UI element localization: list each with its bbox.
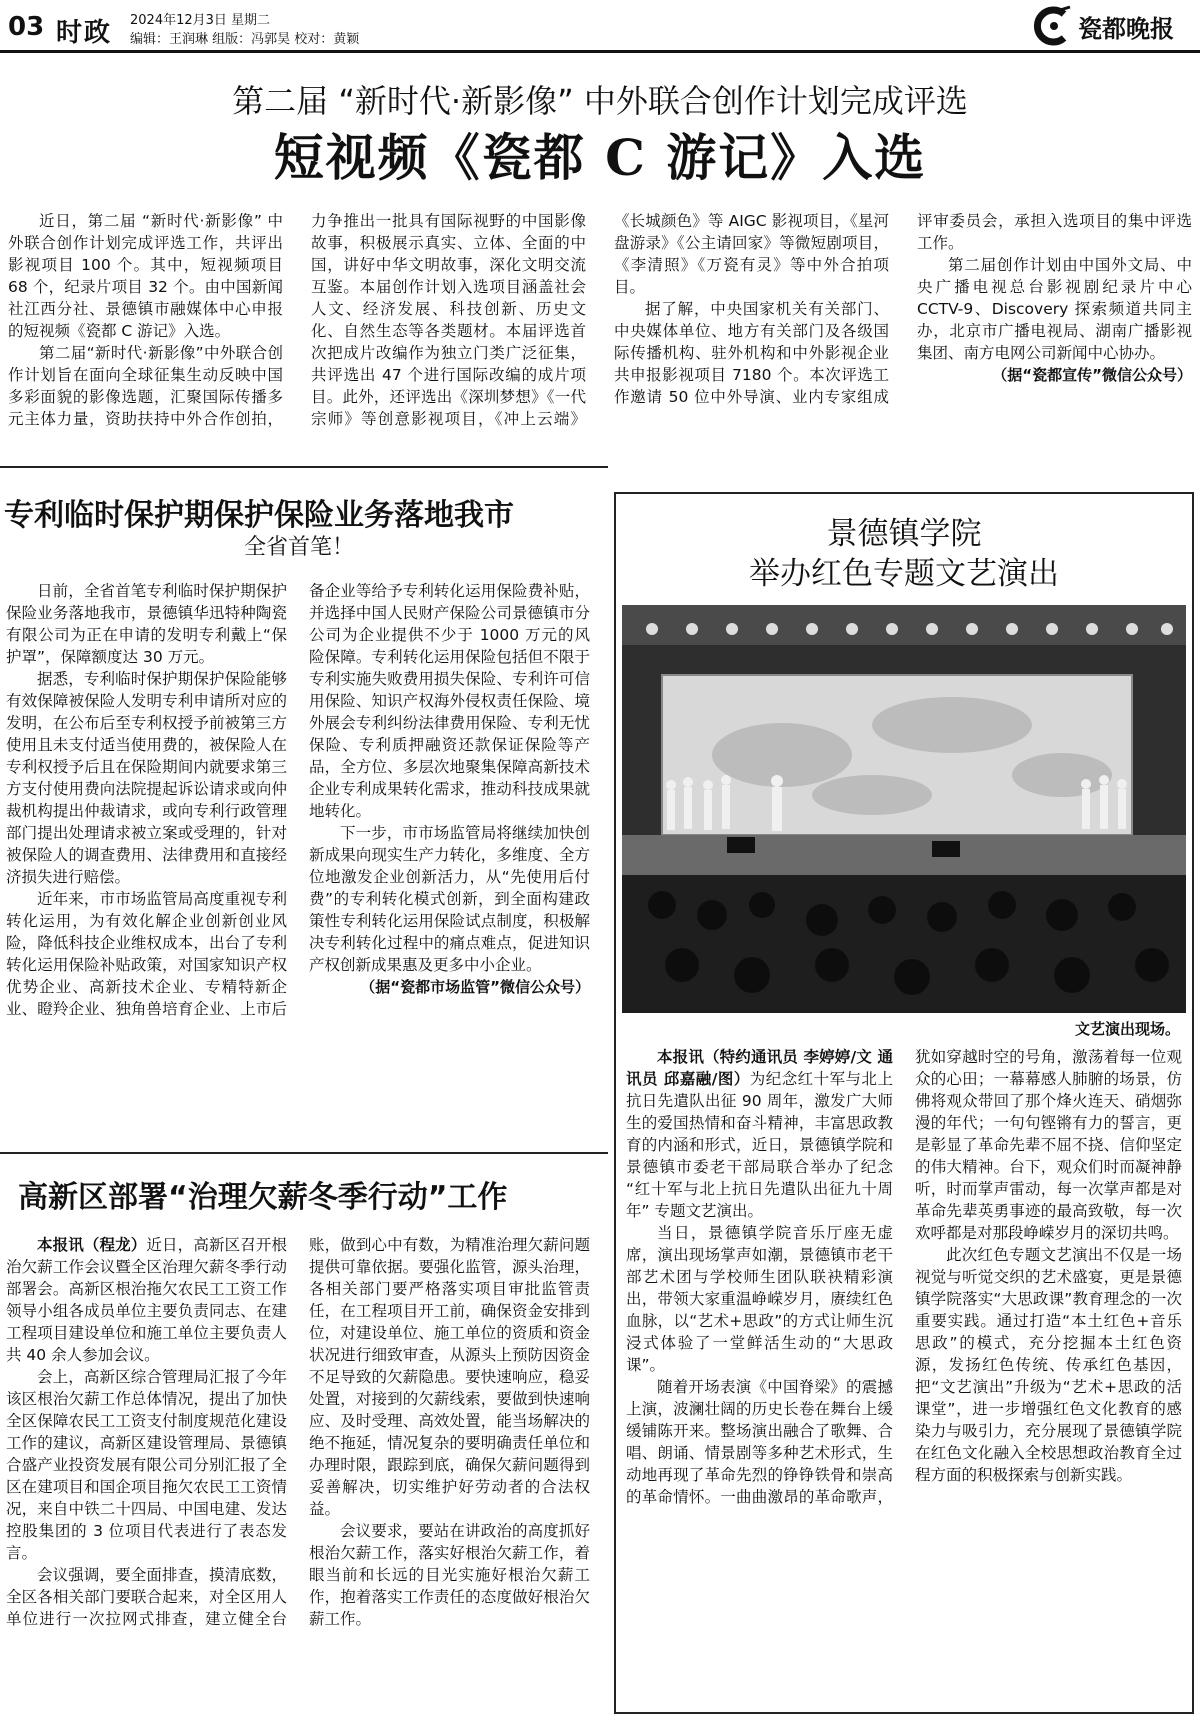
performance-paragraph: 本报讯（特约通讯员 李婷婷/文 通讯员 邱嘉融/图）为纪念红十军与北上抗日先遣队出征 90 周年，激发广大师生的爱国热情和奋斗精神，丰富思政教育的内涵和形式，近日，景德镇学院和景德镇市委老干部局联合举办了纪念 “红十军与北上抗日先遣队出征九十周年” 专题文艺演出。 [626,1048,893,1220]
performance-article-body [626,1046,1182,1706]
lead-paragraph: 据了解，中央国家机关有关部门、中央媒体单位、地方有关部门及各级国际传播机构、驻外机构和中外影视企业共申报影视项目 7180 个。本次评选工作邀请 50 位中外导演、业内专家组成评审委员会，承担入选项目的集中评选工作。 [614,212,1192,406]
patent-paragraph: 近年来，市市场监管局高度重视专利转化运用，为有效化解企业创新创业风险，降低科技企业维权成本，出台了专利转化运用保险补贴政策，对国家知识产权优势企业、高新技术企业、专精特新企业、瞪羚企业、独角兽培育企业、上市后备企业等给予专利转化运用保险费补贴，并选择中国人民财产保险公司景德镇市分公司为企业提供不少于 1000 万元的风险保障。专利转化运用保险包括但不限于专利实施失败费用损失保险、专利许可信用保险、知识产权海外侵权责任保险、境外展会专利纠纷法律费用保险、专利无忧保险、专利质押融资还款保证保险等产品，全方位、多层次地聚集保障高新技术企业专利成果转化需求，推动科技成果就地转化。 [6,582,590,1018]
paper-name: 瓷都晚报 [1078,13,1174,43]
performance-paragraph: 此次红色专题文艺演出不仅是一场视觉与听觉交织的艺术盛宴，更是景德镇学院落实“大思政课”教育理念的一次重要实践。通过打造“本土红色+音乐思政”的模式，充分挖掘本土红色资源，发扬红色传统、传承红色基因，把“文艺演出”升级为“艺术+思政的活课堂”，进一步增强红色文化教育的感染力与吸引力，充分展现了景德镇学院在红色文化融入全校思想政治教育全过程方面的积极探索与创新实践。 [915,1246,1182,1484]
lead-paragraph: 第二届创作计划由中国外文局、中央广播电视总台影视剧纪录片中心 CCTV-9、Discovery 探索频道共同主办，北京市广播电视局、湖南广播影视集团、南方电网公司新闻中心协办。 [917,256,1192,362]
wage-byline: 本报讯（程龙） [37,1236,147,1254]
masthead-rule [0,50,1200,53]
patent-paragraph: 下一步，市市场监管局将继续加快创新成果向现实生产力转化，多维度、全方位地激发企业创新活力，从“先使用后付费”的专利转化模式创新，到全面构建政策性专利转化运用保险试点制度，积极解决专利转化过程中的痛点难点，促进知识产权创新成果惠及更多中小企业。 [309,824,590,974]
lead-kicker: 第二届 “新时代·新影像” 中外联合创作计划完成评选 [232,82,968,120]
performance-title-line1: 景德镇学院 [826,516,982,552]
wage-article-body [6,1234,590,1716]
lead-source: （据“瓷都宣传”微信公众号） [992,366,1192,384]
editorial-staff: 编辑：王润琳 组版：冯郭昊 校对：黄颖 [130,32,360,47]
performance-paragraph: 当日，景德镇学院音乐厅座无虚席，演出现场掌声如潮，景德镇市老干部艺术团与学校师生团队联袂精彩演出，带领大家重温峥嵘岁月，赓续红色血脉，以“艺术+思政”的方式让师生沉浸式体验了一堂鲜活生动的“大思政课”。 [626,1224,893,1374]
divider [0,466,608,468]
issue-date: 2024年12月3日 星期二 [130,13,271,28]
wage-paragraph: 会议要求，要站在讲政治的高度抓好根治欠薪工作，落实好根治欠薪工作，着眼当前和长远的目光实施好根治欠薪工作，抱着落实工作责任的态度做好根治欠薪工作。 [309,1522,590,1628]
lead-paragraph: 近日，第二届 “新时代·新影像” 中外联合创作计划完成评选工作，共评出影视项目 100 个。其中，短视频项目 68 个，纪录片项目 32 个。由中国新闻社江西分社、景德镇市融媒体中心申报的短视频《瓷都 C 游记》入选。 [8,212,283,340]
lead-paragraph: 第二届“新时代·新影像”中外联合创作计划旨在面向全球征集生动反映中国多彩面貌的影像选题，汇聚国际传播多元主体力量，资助扶持中外合作创拍，力争推出一批具有国际视野的中国影像故事，积极展示真实、立体、全面的中国，讲好中华文明故事，深化文明交流互鉴。本届创作计划入选项目涵盖社会人文、经济发展、科技创新、历史文化、自然生态等各类题材。本届评选首次把成片改编作为独立门类广泛征集，共评选出 47 个进行国际改编的成片项目。此外，还评选出《深圳梦想》《一代宗师》等创意影视项目，《冲上云端》《长城颜色》等 AIGC 影视项目，《星河盘游录》《公主请回家》等微短剧项目，《李清照》《万瓷有灵》等中外合拍项目。 [8,212,889,428]
patent-paragraph: 据悉，专利临时保护期保护保险能够有效保障被保险人发明专利申请所对应的发明，在公布后至专利权授予前被第三方使用且未支付适当使用费的，被保险人在专利权授予后且在保险期间内就要求第三方支付使用费向法院提起诉讼请求或向仲裁机构提出仲裁请求，或向专利行政管理部门提出处理请求被立案或受理的，针对被保险人的调查费用、法律费用和直接经济损失进行赔偿。 [6,670,287,886]
lead-headline: 短视频《瓷都 C 游记》入选 [273,128,927,187]
logo-c-icon [1030,4,1074,48]
performance-paragraph: 随着开场表演《中国脊梁》的震撼上演，波澜壮阔的历史长卷在舞台上缓缓铺陈开来。整场演出融合了歌舞、合唱、朗诵、情景剧等多种艺术形式，生动地再现了革命先烈的铮铮铁骨和崇高的革命情怀。一曲曲激昂的革命歌声，犹如穿越时空的号角，激荡着每一位观众的心田；一幕幕感人肺腑的场景，仿佛将观众带回了那个烽火连天、硝烟弥漫的年代；一句句铿锵有力的誓言，更是彰显了革命先辈不屈不挠、信仰坚定的伟大精神。台下，观众们时而凝神静听，时而掌声雷动，每一次掌声都是对革命先辈英勇事迹的最高致敬，每一次欢呼都是对那段峥嵘岁月的深切共鸣。 [626,1048,1182,1506]
newspaper-logo [1030,4,1196,48]
patent-title: 专利临时保护期保护保险业务落地我市 [4,498,514,533]
patent-source: （据“瓷都市场监管”微信公众号） [360,978,590,996]
section-name: 时政 [56,18,113,48]
performance-byline: 本报讯（特约通讯员 李婷婷/文 通讯员 邱嘉融/图） [626,1048,893,1088]
wage-title: 高新区部署“治理欠薪冬季行动”工作 [18,1180,508,1215]
wage-paragraph: 本报讯（程龙）近日，高新区召开根治欠薪工作会议暨全区治理欠薪冬季行动部署会。高新区根治拖欠农民工工资工作领导小组各成员单位主要负责同志、在建工程项目建设单位和施工单位主要负责人共 40 余人参加会议。 [6,1236,287,1364]
patent-subtitle: 全省首笔！ [243,535,354,560]
lead-article-body [8,210,1192,460]
page-number: 03 [8,12,45,42]
divider [0,1152,608,1154]
wage-paragraph: 会上，高新区综合管理局汇报了今年该区根治欠薪工作总体情况，提出了加快全区保障农民工工资支付制度规范化建设工作的建议，高新区建设管理局、景德镇合盛产业投资发展有限公司分别汇报了全区在建项目和国企项目拖欠农民工工资情况，来自中铁二十四局、中国电建、发达控股集团的 3 位项目代表进行了表态发言。 [6,1368,287,1562]
wage-paragraph: 会议强调，要全面排查，摸清底数，全区各相关部门要联合起来，对全区用人单位进行一次拉网式排查，建立健全台账，做到心中有数，为精准治理欠薪问题提供可靠依据。要强化监管，源头治理，各相关部门要严格落实项目审批监管责任，在工程项目开工前，确保资金安排到位，对建设单位、施工单位的资质和资金状况进行细致审查，从源头上预防因资金不足导致的欠薪隐患。要快速响应，稳妥处置，对接到的欠薪线索，要做到快速响应、及时受理、高效处置，能当场解决的绝不拖延，情况复杂的要明确责任单位和办理时限，跟踪到底，确保欠薪问题得到妥善解决，切实维护好劳动者的合法权益。 [6,1236,590,1628]
patent-paragraph: 日前，全省首笔专利临时保护期保护保险业务落地我市，景德镇华迅特种陶瓷有限公司为正在申请的发明专利戴上“保护罩”，保障额度达 30 万元。 [6,582,287,666]
photo-caption: 文艺演出现场。 [1074,1020,1180,1038]
performance-title-line2: 举办红色专题文艺演出 [749,556,1059,592]
patent-article-body [6,580,590,1140]
stage-photo [622,605,1186,1013]
